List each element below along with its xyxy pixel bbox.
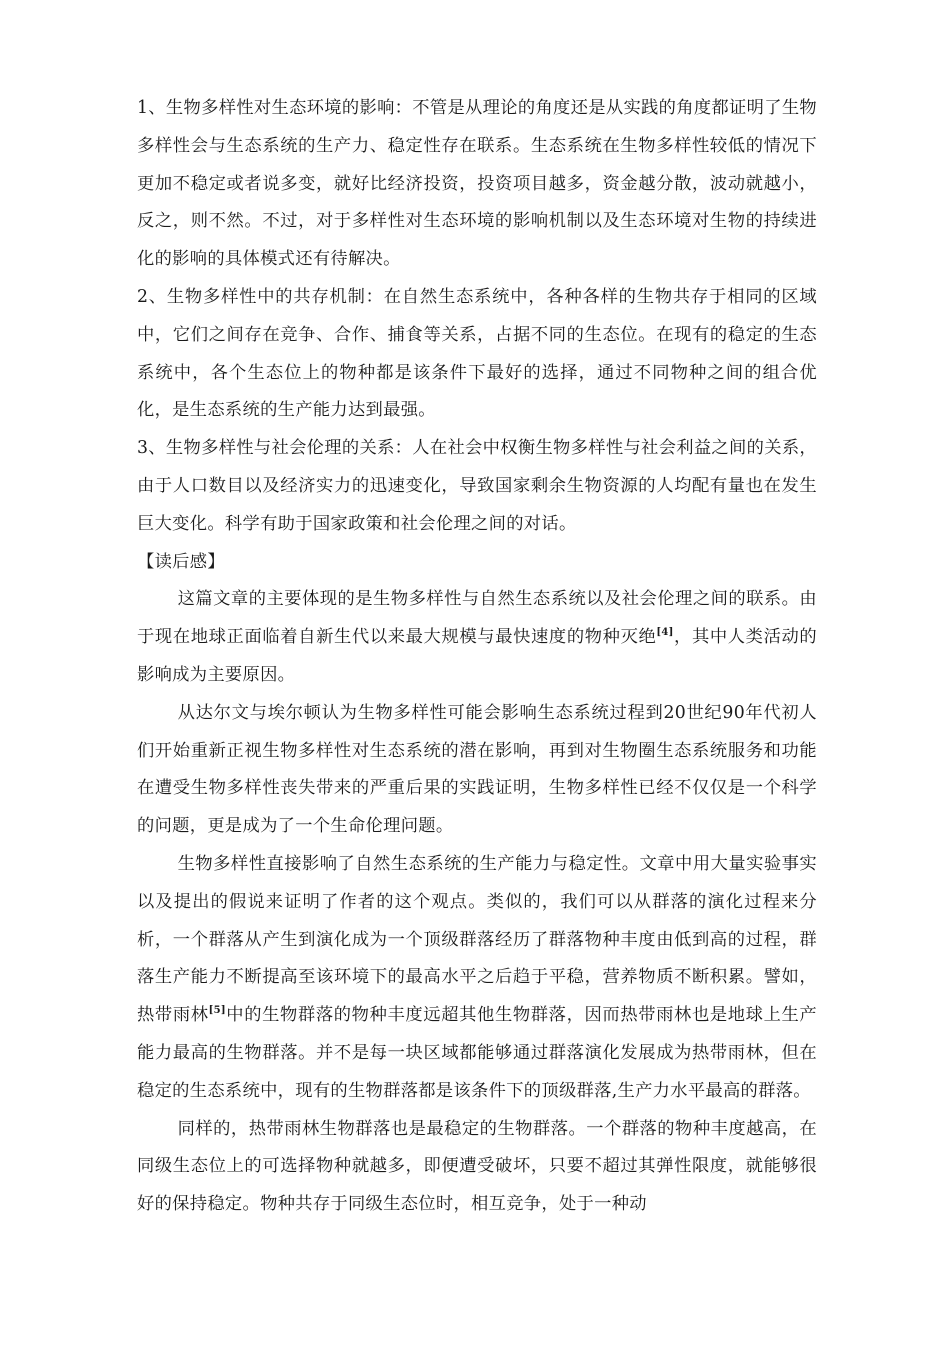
body-paragraph-2: 从达尔文与埃尔顿认为生物多样性可能会影响生态系统过程到20世纪90年代初人们开始重新正视生物多样性对生态系统的潜在影响，再到对生物圈生态系统服务和功能在遭受生物多样性丧失带来的严重后果的实践证明，生物多样性已经不仅仅是一个科学的问题，更是成为了一个生命伦理问题。 bbox=[137, 702, 817, 837]
paragraph-text: ，其中人类活动的影响成为主要原因。 bbox=[137, 627, 817, 685]
numbered-point-3: 3、生物多样性与社会伦理的关系：人在社会中权衡生物多样性与社会利益之间的关系，由于人口数目以及经济实力的迅速变化，导致国家剩余生物资源的人均配有量也在发生巨大变化。科学有助于国家政策和社会伦理之间的对话。 bbox=[137, 438, 817, 534]
citation-ref-4: [4] bbox=[656, 627, 674, 639]
numbered-point-2: 2、生物多样性中的共存机制：在自然生态系统中，各种各样的生物共存于相同的区域中，它们之间存在竞争、合作、捕食等关系，占据不同的生态位。在现有的稳定的生态系统中，各个生态位上的物种都是该条件下最好的选择，通过不同物种之间的组合优化，是生态系统的生产能力达到最强。 bbox=[137, 286, 817, 421]
paragraph-text: 这篇文章的主要体现的是生物多样性与自然生态系统以及社会伦理之间的联系。由于现在地球正面临着自新生代以来最大规模与最快速度的物种灭绝 bbox=[137, 589, 817, 648]
section-heading-reflection: 【读后感】 bbox=[137, 551, 225, 572]
numbered-point-1: 1、生物多样性对生态环境的影响：不管是从理论的角度还是从实践的角度都证明了生物多样性会与生态系统的生产力、稳定性存在联系。生态系统在生物多样性较低的情况下更加不稳定或者说多变，就好比经济投资，投资项目越多，资金越分散，波动就越小，反之，则不然。不过，对于多样性对生态环境的影响机制以及生态环境对生物的持续进化的影响的具体模式还有待解决。 bbox=[137, 98, 817, 270]
document-body bbox=[137, 90, 817, 1224]
paragraph-text: 生物多样性直接影响了自然生态系统的生产能力与稳定性。文章中用大量实验事实以及提出的假说来证明了作者的这个观点。类似的，我们可以从群落的演化过程来分析，一个群落从产生到演化成为一个顶级群落经历了群落物种丰度由低到高的过程，群落生产能力不断提高至该环境下的最高水平之后趋于平稳，营养物质不断积累。譬如，热带雨林 bbox=[137, 853, 817, 1026]
citation-ref-5: [5] bbox=[208, 1005, 226, 1017]
paragraph-text: 中的生物群落的物种丰度远超其他生物群落，因而热带雨林也是地球上生产能力最高的生物群落。并不是每一块区域都能够通过群落演化发展成为热带雨林，但在稳定的生态系统中，现有的生物群落都是该条件下的顶级群落,生产力水平最高的群落。 bbox=[137, 1005, 817, 1101]
body-paragraph-3 bbox=[137, 846, 817, 1111]
body-paragraph-4: 同样的，热带雨林生物群落也是最稳定的生物群落。一个群落的物种丰度越高，在同级生态位上的可选择物种就越多，即便遭受破坏，只要不超过其弹性限度，就能够很好的保持稳定。物种共存于同级生态位时，相互竞争，处于一种动 bbox=[137, 1118, 817, 1215]
body-paragraph-1 bbox=[137, 581, 817, 694]
